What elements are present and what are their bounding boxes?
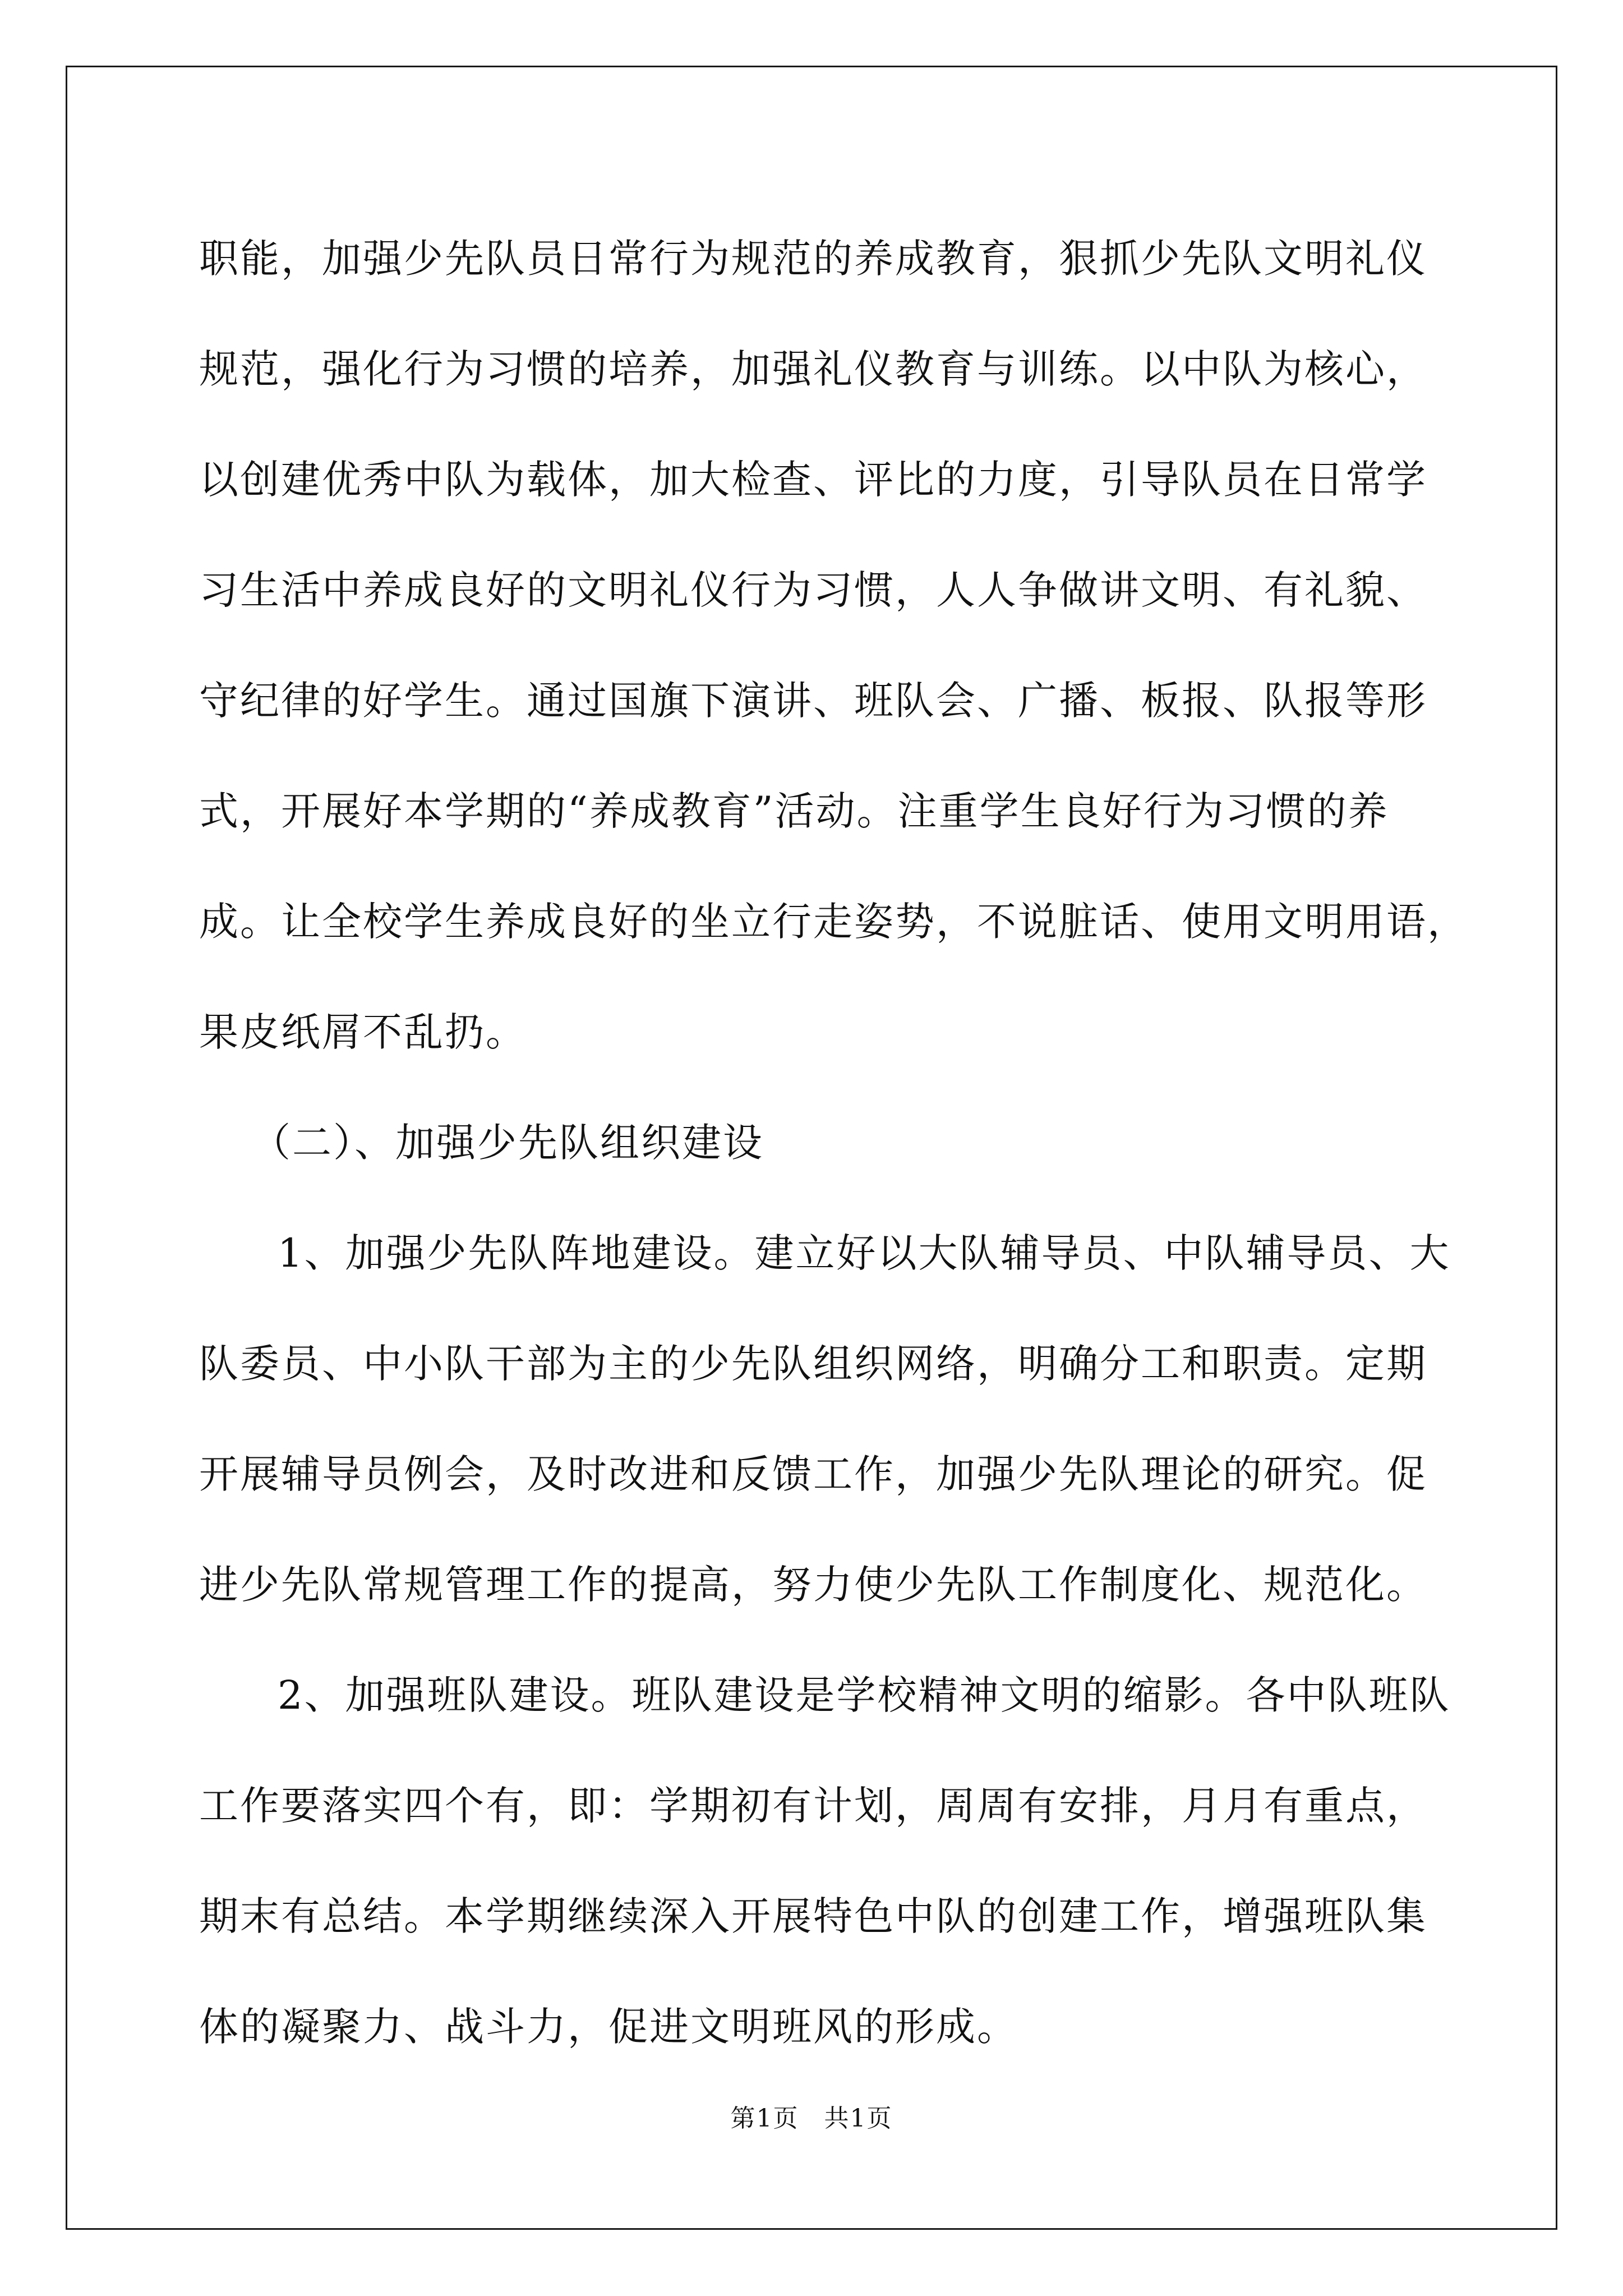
paragraph-line: 习生活中养成良好的文明礼仪行为习惯，人人争做讲文明、有礼貌、 — [199, 567, 1427, 613]
paragraph-line: 成。让全校学生养成良好的坐立行走姿势，不说脏话、使用文明用语， — [199, 899, 1468, 945]
paragraph-line: 工作要落实四个有，即：学期初有计划，周周有安排，月月有重点， — [199, 1783, 1427, 1829]
section-heading: （二）、加强少先队组织建设 — [251, 1120, 764, 1166]
paragraph-line: 体的凝聚力、战斗力，促进文明班风的形成。 — [199, 2004, 1018, 2050]
paragraph-line: 规范，强化行为习惯的培养，加强礼仪教育与训练。以中队为核心， — [199, 346, 1427, 392]
page-number-current: 第1页 — [730, 2104, 799, 2133]
paragraph-line: 果皮纸屑不乱扔。 — [199, 1009, 527, 1055]
page-number-total: 共1页 — [824, 2104, 893, 2133]
paragraph-line: 以创建优秀中队为载体，加大检查、评比的力度，引导队员在日常学 — [199, 457, 1427, 503]
paragraph-line: 1、加强少先队阵地建设。建立好以大队辅导员、中队辅导员、大 — [278, 1230, 1451, 1276]
document-body — [199, 204, 1468, 2082]
paragraph-line: 开展辅导员例会，及时改进和反馈工作，加强少先队理论的研究。促 — [199, 1451, 1427, 1497]
paragraph-line: 进少先队常规管理工作的提高，努力使少先队工作制度化、规范化。 — [199, 1562, 1427, 1608]
paragraph-line: 2、加强班队建设。班队建设是学校精神文明的缩影。各中队班队 — [278, 1672, 1451, 1718]
paragraph-line: 职能，加强少先队员日常行为规范的养成教育，狠抓少先队文明礼仪 — [199, 236, 1427, 282]
paragraph-line: 式，开展好本学期的“养成教育”活动。注重学生良好行为习惯的养 — [199, 788, 1389, 834]
paragraph-line: 守纪律的好学生。通过国旗下演讲、班队会、广播、板报、队报等形 — [199, 678, 1427, 724]
page-footer — [0, 2098, 1623, 2134]
paragraph-line: 队委员、中小队干部为主的少先队组织网络，明确分工和职责。定期 — [199, 1341, 1427, 1387]
paragraph-line: 期末有总结。本学期继续深入开展特色中队的创建工作，增强班队集 — [199, 1893, 1427, 1939]
